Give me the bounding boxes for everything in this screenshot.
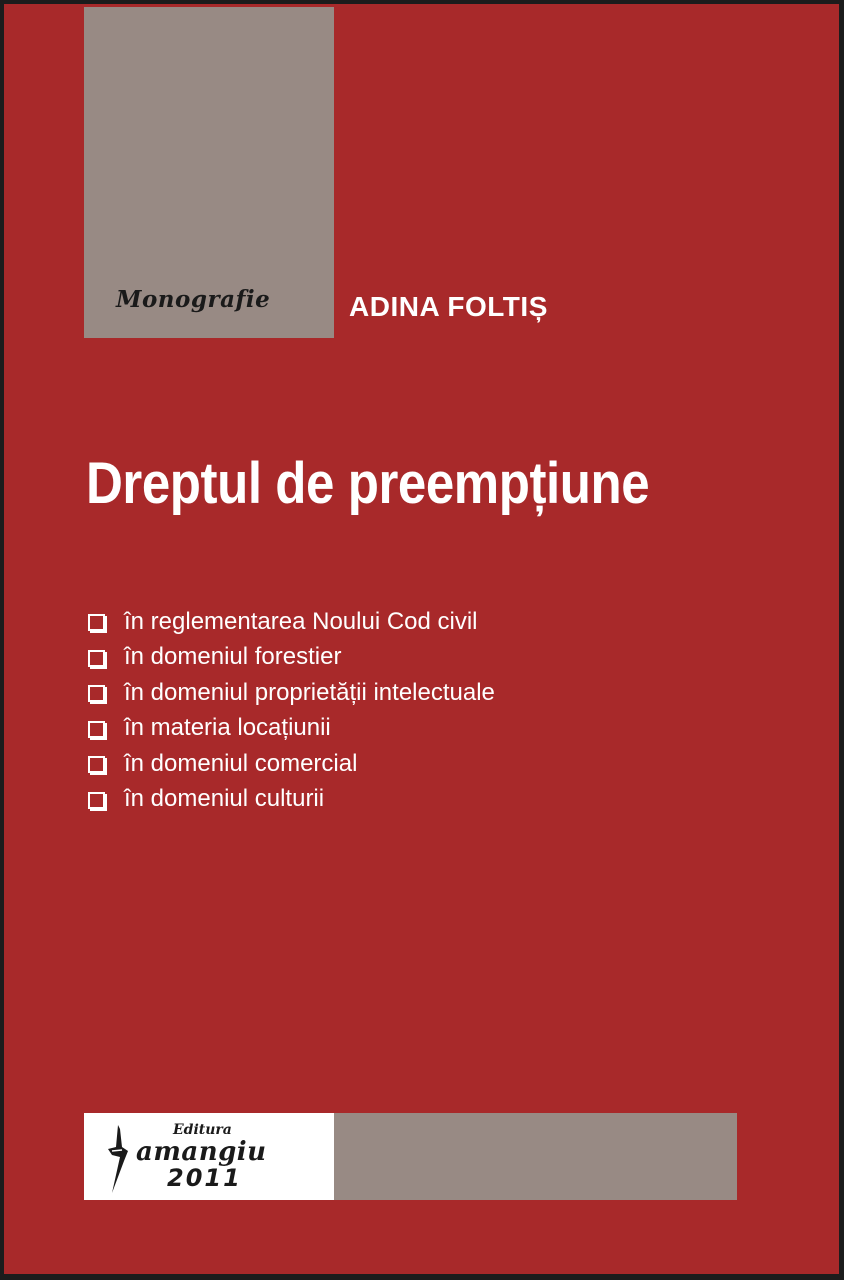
topic-item	[88, 746, 495, 782]
checkbox-square-icon	[88, 756, 105, 773]
topic-label: în domeniul comercial	[124, 749, 358, 777]
publisher-bar-gray	[334, 1113, 737, 1200]
publication-year: 2011	[167, 1164, 242, 1192]
topic-list	[88, 604, 495, 817]
book-title: Dreptul de preempțiune	[86, 451, 650, 516]
topic-item	[88, 604, 495, 640]
author-name: ADINA FOLTIȘ	[349, 291, 548, 322]
topic-item	[88, 675, 495, 711]
publisher-prefix: Editura	[173, 1122, 232, 1138]
series-label: Monografie	[116, 286, 271, 313]
book-cover	[4, 4, 839, 1274]
topic-label: în domeniul culturii	[124, 785, 325, 813]
publisher-logo	[84, 1113, 334, 1200]
publisher-name: amangiu	[136, 1137, 267, 1167]
checkbox-square-icon	[88, 614, 105, 631]
checkbox-square-icon	[88, 792, 105, 809]
publisher-bar	[84, 1113, 737, 1200]
topic-item	[88, 711, 495, 747]
topic-label: în domeniul proprietății intelectuale	[124, 678, 495, 706]
topic-item	[88, 782, 495, 818]
checkbox-square-icon	[88, 685, 105, 702]
topic-label: în reglementarea Noului Cod civil	[124, 607, 478, 635]
topic-label: în materia locațiunii	[124, 714, 331, 742]
checkbox-square-icon	[88, 721, 105, 738]
checkbox-square-icon	[88, 650, 105, 667]
topic-item	[88, 640, 495, 676]
topic-label: în domeniul forestier	[124, 643, 342, 671]
